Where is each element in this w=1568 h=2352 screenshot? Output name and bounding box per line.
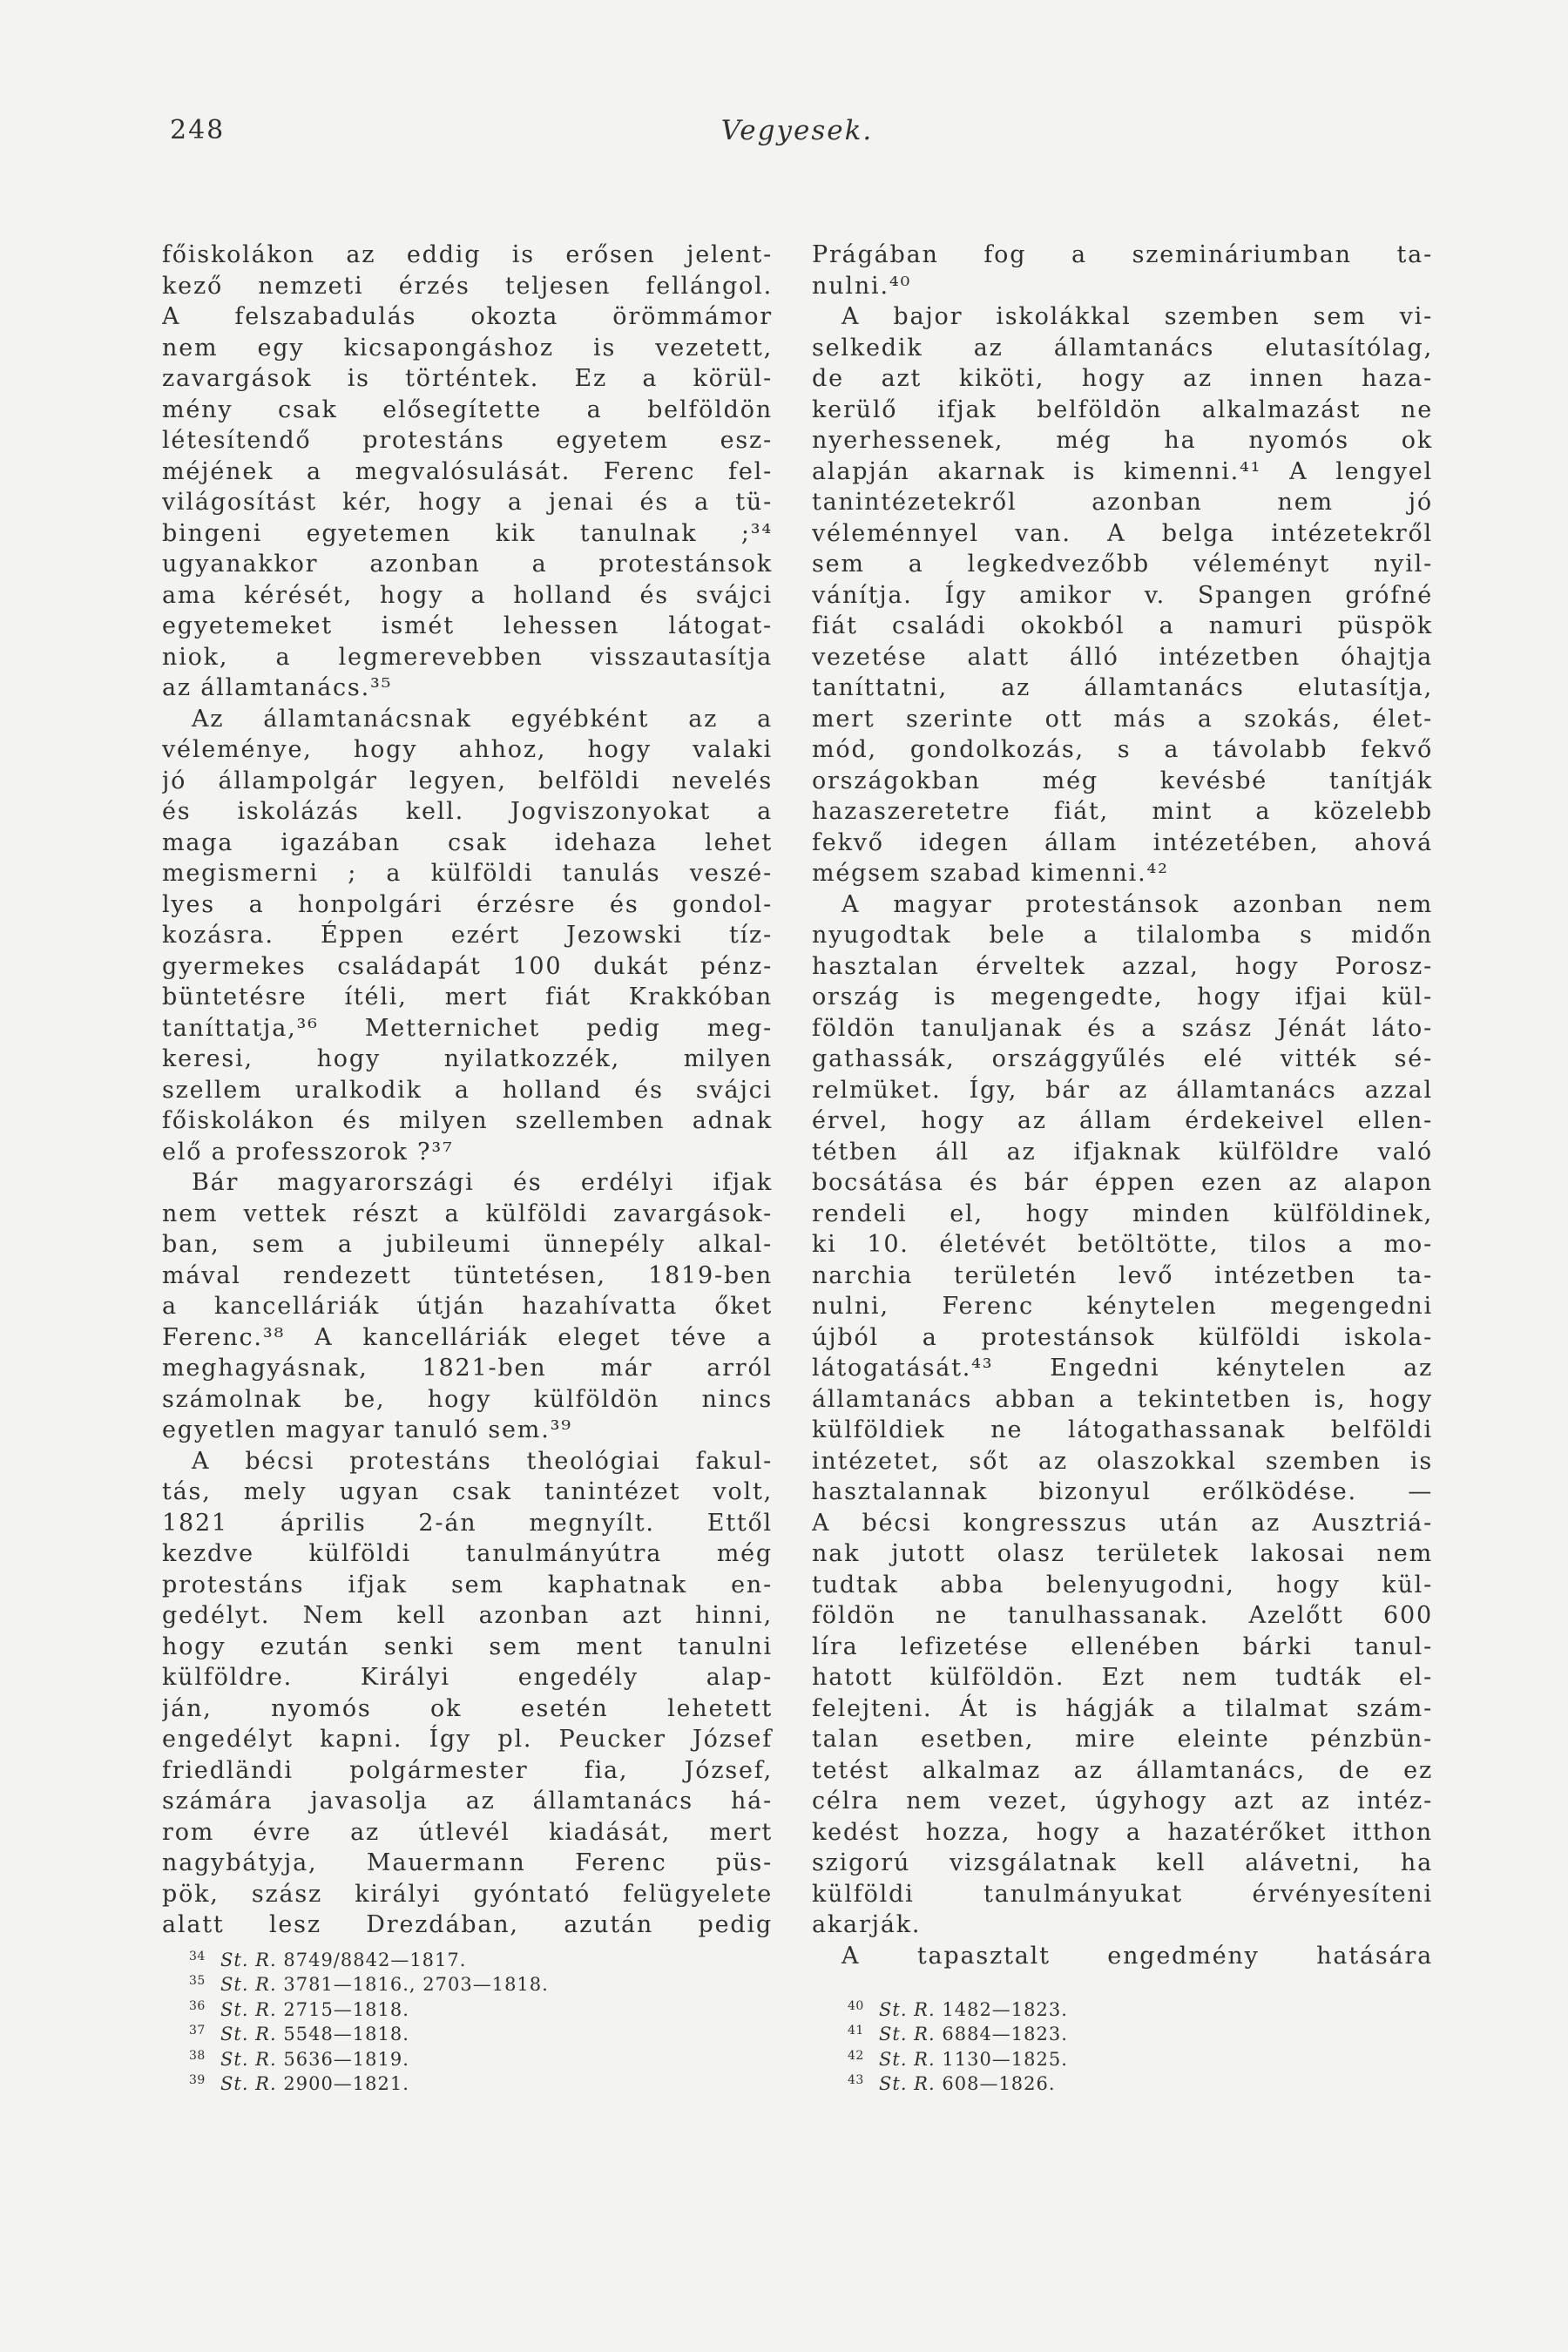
text-line: A tapasztalt engedmény hatására — [841, 1942, 1433, 1970]
text-line: tetést alkalmaz az államtanács, de ez — [812, 1756, 1433, 1784]
text-line: hasztalan érveltek azzal, hogy Porosz- — [812, 952, 1433, 980]
text-line: elő a professzorok ?³⁷ — [162, 1138, 454, 1166]
footnote-marker: 34 — [189, 1950, 206, 1963]
text-line: keresi, hogy nyilatkozzék, milyen — [162, 1045, 773, 1072]
text-line: alatt lesz Drezdában, azután pedig — [162, 1911, 773, 1938]
footnote-reference: 8749/8842—1817. — [283, 1950, 467, 1970]
text-line: sem a legkedvezőbb véleményt nyil- — [812, 551, 1433, 578]
paragraph — [812, 301, 1433, 889]
footnote-reference: 5636—1819. — [283, 2048, 409, 2070]
text-line: Prágában fog a szemináriumban ta- — [812, 241, 1433, 268]
footnote-source: St. R. — [220, 2072, 277, 2094]
page-number: 248 — [170, 115, 226, 145]
text-line: A magyar protestánsok azonban nem — [841, 890, 1433, 918]
text-line: külföldiek ne látogathassanak belföldi — [812, 1416, 1433, 1443]
text-line: ama kérését, hogy a holland és svájci — [162, 581, 773, 609]
footnote-source: St. R. — [220, 1974, 277, 1996]
footnote-marker: 43 — [848, 2073, 864, 2088]
text-line: véleménnyel van. A belga intézetekről — [812, 519, 1433, 547]
paragraph — [812, 889, 1433, 1941]
text-line: tétben áll az ifjaknak külföldre való — [812, 1138, 1433, 1166]
text-line: államtanács abban a tekintetben is, hogy — [812, 1385, 1433, 1413]
text-line: engedélyt kapni. Így pl. Peucker József — [162, 1726, 773, 1753]
text-line: vánítja. Így amikor v. Spangen grófné — [812, 581, 1433, 609]
left-footnotes — [189, 1948, 549, 2096]
text-line: jó állampolgár legyen, belföldi nevelés — [162, 767, 773, 794]
text-line: a kancelláriák útján hazahívatta őket — [162, 1293, 773, 1320]
paragraph — [812, 1941, 1433, 1972]
footnote-reference: 1482—1823. — [942, 1999, 1068, 2020]
text-line: egyetemeket ismét lehessen látogat- — [162, 612, 773, 639]
text-line: A felszabadulás okozta örömmámor — [162, 303, 773, 330]
footnote-source: St. R. — [220, 2024, 277, 2045]
text-line: újból a protestánsok külföldi iskola- — [812, 1323, 1433, 1351]
text-line: rom évre az útlevél kiadását, mert — [162, 1818, 773, 1846]
text-line: földön tanuljanak és a szász Jénát láto- — [812, 1014, 1433, 1042]
text-line: világosítást kér, hogy a jenai és a tü- — [162, 489, 773, 516]
text-line: büntetésre ítéli, mert fiát Krakkóban — [162, 983, 773, 1010]
text-line: nulni.⁴⁰ — [812, 272, 912, 300]
right-column — [812, 240, 1433, 1971]
footnote — [189, 2022, 549, 2046]
text-line: selkedik az államtanács elutasítólag, — [812, 334, 1433, 362]
text-line: hasztalannak bizonyul erőlködése. — — [812, 1478, 1433, 1505]
text-line: külföldi tanulmányukat érvényesíteni — [812, 1880, 1433, 1908]
footnote-marker: 39 — [189, 2072, 206, 2087]
text-line: gathassák, országgyűlés elé vitték sé- — [812, 1045, 1433, 1072]
text-line: hazaszeretetre fiát, mint a közelebb — [812, 798, 1433, 825]
footnote-reference: 2900—1821. — [283, 2072, 409, 2094]
text-line: ország is megengedte, hogy ifjai kül- — [812, 983, 1433, 1010]
text-line: protestáns ifjak sem kaphatnak en- — [162, 1571, 773, 1598]
text-line: nem egy kicsapongáshoz is vezetett, — [162, 334, 773, 362]
text-line: 1821 április 2-án megnyílt. Ettől — [162, 1509, 773, 1537]
text-line: gyermekes családapát 100 dukát pénz- — [162, 952, 773, 980]
text-line: A bécsi kongresszus után az Ausztriá- — [812, 1509, 1433, 1537]
text-line: vezetése alatt álló intézetben óhajtja — [812, 643, 1433, 671]
footnote-reference: 608—1826. — [942, 2073, 1056, 2095]
text-line: Bár magyarországi és erdélyi ifjak — [192, 1169, 773, 1196]
text-line: kozásra. Éppen ezért Jezowski tíz- — [162, 922, 773, 949]
text-line: látogatását.⁴³ Engedni kénytelen az — [812, 1355, 1433, 1382]
text-line: niok, a legmerevebben visszautasítja — [162, 643, 773, 671]
text-line: nak jutott olasz területek lakosai nem — [812, 1540, 1433, 1567]
footnote-reference: 6884—1823. — [942, 2024, 1068, 2045]
paragraph — [162, 1446, 773, 1941]
text-line: számára javasolja az államtanács há- — [162, 1788, 773, 1815]
text-line: főiskolákon és milyen szellemben adnak — [162, 1107, 773, 1134]
footnote-marker: 38 — [189, 2048, 206, 2063]
footnote-marker: 37 — [189, 2024, 206, 2038]
text-line: taníttatja,³⁶ Metternichet pedig meg- — [162, 1014, 773, 1042]
text-line: véleménye, hogy ahhoz, hogy valaki — [162, 736, 773, 763]
text-line: tanintézetekről azonban nem jó — [812, 489, 1433, 516]
text-line: fiát családi okokból a namuri püspök — [812, 612, 1433, 639]
text-line: mény csak elősegítette a belföldön — [162, 395, 773, 423]
text-line: fekvő idegen állam intézetében, ahová — [812, 828, 1433, 856]
text-line: narchia területén levő intézetben ta- — [812, 1261, 1433, 1289]
text-line: nyerhessenek, még ha nyomós ok — [812, 427, 1433, 454]
footnote-source: St. R. — [879, 2024, 936, 2045]
text-line: nulni, Ferenc kénytelen megengedni — [812, 1293, 1433, 1320]
text-line: tudtak abba belenyugodni, hogy kül- — [812, 1571, 1433, 1598]
text-line: ban, sem a jubileumi ünnepély alkal- — [162, 1231, 773, 1258]
text-line: nyugodtak bele a tilalomba s midőn — [812, 922, 1433, 949]
footnote-source: St. R. — [879, 2048, 936, 2070]
running-head-title: Vegyesek. — [720, 115, 874, 146]
text-line: akarják. — [812, 1911, 922, 1938]
text-line: egyetlen magyar tanuló sem.³⁹ — [162, 1416, 572, 1443]
paragraph — [162, 704, 773, 1168]
footnote-source: St. R. — [879, 1999, 936, 2020]
text-line: kező nemzeti érzés teljesen fellángol. — [162, 272, 773, 300]
text-line: szigorú vizsgálatnak kell alávetni, ha — [812, 1849, 1433, 1876]
footnote-marker: 41 — [848, 2024, 864, 2038]
text-line: gedélyt. Nem kell azonban azt hinni, — [162, 1602, 773, 1629]
footnote-source: St. R. — [220, 2048, 277, 2070]
footnote — [848, 2022, 1068, 2046]
footnote-marker: 35 — [189, 1974, 206, 1989]
text-line: nagybátyja, Mauermann Ferenc püs- — [162, 1849, 773, 1876]
text-line: főiskolákon az eddig is erősen jelent- — [162, 241, 773, 268]
text-line: relmüket. Így, bár az államtanács azzal — [812, 1076, 1433, 1104]
footnote-source: St. R. — [220, 1998, 277, 2020]
text-line: ján, nyomós ok esetén lehetett — [162, 1694, 773, 1722]
footnote-marker: 42 — [848, 2048, 864, 2063]
text-line: bocsátása és bár éppen ezen az alapon — [812, 1169, 1433, 1196]
text-line: mód, gondolkozás, s a távolabb fekvő — [812, 736, 1433, 763]
footnote-reference: 2715—1818. — [283, 1998, 409, 2020]
footnote-reference: 1130—1825. — [942, 2048, 1068, 2070]
footnote-source: St. R. — [220, 1950, 277, 1970]
text-line: külföldre. Királyi engedély alap- — [162, 1664, 773, 1691]
text-line: az államtanács.³⁵ — [162, 674, 393, 701]
footnote-source: St. R. — [879, 2073, 936, 2095]
text-line: taníttatni, az államtanács elutasítja, — [812, 674, 1433, 701]
paragraph — [812, 240, 1433, 301]
text-line: földön ne tanulhassanak. Azelőtt 600 — [812, 1602, 1433, 1629]
text-line: felejteni. Át is hágják a tilalmat szám- — [812, 1694, 1433, 1722]
text-line: alapján akarnak is kimenni.⁴¹ A lengyel — [812, 457, 1433, 485]
text-line: hogy ezután senki sem ment tanulni — [162, 1632, 773, 1660]
text-line: líra lefizetése ellenében bárki tanul- — [812, 1632, 1433, 1660]
text-line: Az államtanácsnak egyébként az a — [192, 705, 773, 733]
text-line: kerülő ifjak belföldön alkalmazást ne — [812, 395, 1433, 423]
text-line: rendeli el, hogy minden külföldinek, — [812, 1200, 1433, 1227]
text-line: számolnak be, hogy külföldön nincs — [162, 1385, 773, 1413]
right-footnotes — [848, 1997, 1068, 2097]
text-line: friedländi polgármester fia, József, — [162, 1756, 773, 1784]
text-line: kedést hozza, hogy a hazatérőket itthon — [812, 1818, 1433, 1846]
text-line: A bécsi protestáns theológiai fakul- — [192, 1447, 773, 1475]
text-line: meghagyásnak, 1821-ben már arról — [162, 1355, 773, 1382]
text-line: és iskolázás kell. Jogviszonyokat a — [162, 798, 773, 825]
text-line: nem vettek részt a külföldi zavargások- — [162, 1200, 773, 1227]
text-line: mégsem szabad kimenni.⁴² — [812, 860, 1169, 887]
footnote — [189, 2047, 549, 2072]
text-line: mával rendezett tüntetésen, 1819-ben — [162, 1261, 773, 1289]
text-line: kezdve külföldi tanulmányútra még — [162, 1540, 773, 1567]
footnote — [189, 1972, 549, 1997]
text-line: ki 10. életévét betöltötte, tilos a mo- — [812, 1231, 1433, 1258]
footnote — [848, 1997, 1068, 2022]
text-line: zavargások is történtek. Ez a körül- — [162, 365, 773, 392]
footnote — [189, 1948, 549, 1972]
text-line: méjének a megvalósulását. Ferenc fel- — [162, 457, 773, 485]
footnote-reference: 5548—1818. — [283, 2024, 409, 2045]
text-line: de azt kiköti, hogy az innen haza- — [812, 365, 1433, 392]
text-line: szellem uralkodik a holland és svájci — [162, 1076, 773, 1104]
footnote — [848, 2072, 1068, 2096]
text-line: mert szerinte ott más a szokás, élet- — [812, 705, 1433, 733]
text-line: intézetet, sőt az olaszokkal szemben is — [812, 1447, 1433, 1475]
text-line: érvel, hogy az állam érdekeivel ellen- — [812, 1107, 1433, 1134]
text-line: maga igazában csak idehaza lehet — [162, 828, 773, 856]
text-line: megismerni ; a külföldi tanulás veszé- — [162, 860, 773, 887]
text-line: lyes a honpolgári érzésre és gondol- — [162, 890, 773, 918]
text-line: ugyanakkor azonban a protestánsok — [162, 551, 773, 578]
text-line: országokban még kevésbé tanítják — [812, 767, 1433, 794]
left-column — [162, 240, 773, 1941]
text-line: bingeni egyetemen kik tanulnak ;³⁴ — [162, 519, 773, 547]
text-line: célra nem vezet, úgyhogy azt az intéz- — [812, 1788, 1433, 1815]
text-line: A bajor iskolákkal szemben sem vi- — [841, 303, 1433, 330]
footnote — [189, 2072, 549, 2096]
footnote — [189, 1997, 549, 2022]
text-line: tás, mely ugyan csak tanintézet volt, — [162, 1478, 773, 1505]
footnote-marker: 40 — [848, 1999, 864, 2013]
text-line: létesítendő protestáns egyetem esz- — [162, 427, 773, 454]
text-line: hatott külföldön. Ezt nem tudták el- — [812, 1664, 1433, 1691]
footnote-marker: 36 — [189, 1998, 206, 2013]
paragraph — [162, 240, 773, 704]
footnote — [848, 2047, 1068, 2072]
text-line: talan esetben, mire eleinte pénzbün- — [812, 1726, 1433, 1753]
text-line: Ferenc.³⁸ A kancelláriák eleget téve a — [162, 1323, 773, 1351]
footnote-reference: 3781—1816., 2703—1818. — [283, 1974, 549, 1996]
paragraph — [162, 1167, 773, 1446]
text-line: pök, szász királyi gyóntató felügyelete — [162, 1880, 773, 1908]
